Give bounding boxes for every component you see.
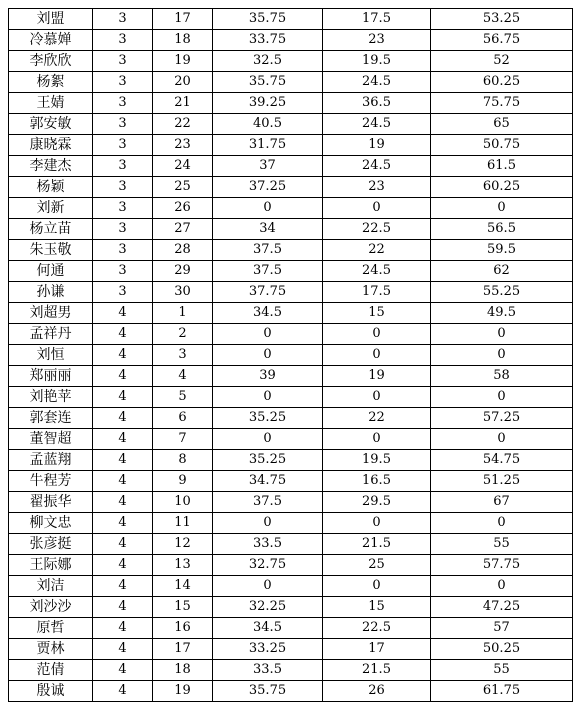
class-cell: 4 — [93, 597, 153, 618]
total-score-cell: 0 — [431, 429, 573, 450]
table-row — [9, 324, 573, 345]
score-a-cell: 32.75 — [213, 555, 323, 576]
seat-number-cell: 11 — [153, 513, 213, 534]
seat-number-cell: 1 — [153, 303, 213, 324]
student-name-cell: 刘盟 — [9, 9, 93, 30]
table-row — [9, 681, 573, 702]
student-name-cell: 冷慕婵 — [9, 30, 93, 51]
class-cell: 3 — [93, 93, 153, 114]
class-cell: 4 — [93, 471, 153, 492]
seat-number-cell: 19 — [153, 51, 213, 72]
seat-number-cell: 5 — [153, 387, 213, 408]
score-b-cell: 22 — [323, 240, 431, 261]
total-score-cell: 49.5 — [431, 303, 573, 324]
score-a-cell: 31.75 — [213, 135, 323, 156]
score-b-cell: 24.5 — [323, 261, 431, 282]
total-score-cell: 56.75 — [431, 30, 573, 51]
seat-number-cell: 10 — [153, 492, 213, 513]
total-score-cell: 0 — [431, 576, 573, 597]
seat-number-cell: 3 — [153, 345, 213, 366]
class-cell: 3 — [93, 240, 153, 261]
student-name-cell: 王婧 — [9, 93, 93, 114]
student-name-cell: 杨立苗 — [9, 219, 93, 240]
score-b-cell: 0 — [323, 576, 431, 597]
table-row — [9, 114, 573, 135]
seat-number-cell: 18 — [153, 660, 213, 681]
score-b-cell: 0 — [323, 198, 431, 219]
class-cell: 4 — [93, 345, 153, 366]
score-b-cell: 0 — [323, 513, 431, 534]
score-b-cell: 23 — [323, 177, 431, 198]
total-score-cell: 57 — [431, 618, 573, 639]
class-cell: 3 — [93, 51, 153, 72]
score-a-cell: 37.5 — [213, 492, 323, 513]
score-b-cell: 0 — [323, 324, 431, 345]
score-a-cell: 35.75 — [213, 9, 323, 30]
seat-number-cell: 24 — [153, 156, 213, 177]
score-b-cell: 23 — [323, 30, 431, 51]
score-a-cell: 35.25 — [213, 450, 323, 471]
seat-number-cell: 6 — [153, 408, 213, 429]
total-score-cell: 59.5 — [431, 240, 573, 261]
total-score-cell: 57.75 — [431, 555, 573, 576]
table-row — [9, 177, 573, 198]
score-b-cell: 0 — [323, 387, 431, 408]
score-b-cell: 19.5 — [323, 450, 431, 471]
table-row — [9, 51, 573, 72]
student-name-cell: 刘洁 — [9, 576, 93, 597]
score-a-cell: 0 — [213, 576, 323, 597]
total-score-cell: 65 — [431, 114, 573, 135]
seat-number-cell: 22 — [153, 114, 213, 135]
score-a-cell: 34.5 — [213, 303, 323, 324]
score-b-cell: 21.5 — [323, 534, 431, 555]
score-b-cell: 22.5 — [323, 219, 431, 240]
class-cell: 4 — [93, 639, 153, 660]
seat-number-cell: 12 — [153, 534, 213, 555]
score-b-cell: 36.5 — [323, 93, 431, 114]
total-score-cell: 60.25 — [431, 72, 573, 93]
student-name-cell: 孟祥丹 — [9, 324, 93, 345]
class-cell: 4 — [93, 387, 153, 408]
score-b-cell: 29.5 — [323, 492, 431, 513]
seat-number-cell: 2 — [153, 324, 213, 345]
student-name-cell: 李欣欣 — [9, 51, 93, 72]
score-b-cell: 0 — [323, 345, 431, 366]
score-b-cell: 25 — [323, 555, 431, 576]
seat-number-cell: 28 — [153, 240, 213, 261]
total-score-cell: 51.25 — [431, 471, 573, 492]
student-name-cell: 孙谦 — [9, 282, 93, 303]
total-score-cell: 57.25 — [431, 408, 573, 429]
student-name-cell: 殷诚 — [9, 681, 93, 702]
score-a-cell: 0 — [213, 429, 323, 450]
score-a-cell: 39.25 — [213, 93, 323, 114]
student-name-cell: 柳文忠 — [9, 513, 93, 534]
score-b-cell: 24.5 — [323, 156, 431, 177]
class-cell: 4 — [93, 429, 153, 450]
student-name-cell: 刘超男 — [9, 303, 93, 324]
table-row — [9, 261, 573, 282]
class-cell: 3 — [93, 282, 153, 303]
score-a-cell: 37.25 — [213, 177, 323, 198]
table-row — [9, 135, 573, 156]
score-a-cell: 37.5 — [213, 240, 323, 261]
table-row — [9, 492, 573, 513]
table-row — [9, 450, 573, 471]
student-name-cell: 孟蓝翔 — [9, 450, 93, 471]
student-name-cell: 刘新 — [9, 198, 93, 219]
class-cell: 4 — [93, 576, 153, 597]
score-a-cell: 35.75 — [213, 681, 323, 702]
class-cell: 4 — [93, 324, 153, 345]
class-cell: 3 — [93, 219, 153, 240]
seat-number-cell: 15 — [153, 597, 213, 618]
seat-number-cell: 13 — [153, 555, 213, 576]
class-cell: 4 — [93, 450, 153, 471]
class-cell: 4 — [93, 555, 153, 576]
table-row — [9, 429, 573, 450]
score-a-cell: 37.5 — [213, 261, 323, 282]
student-name-cell: 康晓霖 — [9, 135, 93, 156]
score-a-cell: 0 — [213, 345, 323, 366]
seat-number-cell: 9 — [153, 471, 213, 492]
class-cell: 3 — [93, 261, 153, 282]
score-b-cell: 15 — [323, 303, 431, 324]
table-row — [9, 597, 573, 618]
student-name-cell: 朱玉敬 — [9, 240, 93, 261]
class-cell: 3 — [93, 114, 153, 135]
score-a-cell: 37 — [213, 156, 323, 177]
total-score-cell: 55.25 — [431, 282, 573, 303]
student-name-cell: 翟振华 — [9, 492, 93, 513]
seat-number-cell: 17 — [153, 9, 213, 30]
student-name-cell: 何通 — [9, 261, 93, 282]
student-name-cell: 牛程芳 — [9, 471, 93, 492]
class-cell: 4 — [93, 618, 153, 639]
student-name-cell: 李建杰 — [9, 156, 93, 177]
seat-number-cell: 29 — [153, 261, 213, 282]
total-score-cell: 75.75 — [431, 93, 573, 114]
table-row — [9, 387, 573, 408]
total-score-cell: 0 — [431, 345, 573, 366]
student-name-cell: 杨絮 — [9, 72, 93, 93]
total-score-cell: 61.5 — [431, 156, 573, 177]
total-score-cell: 53.25 — [431, 9, 573, 30]
score-a-cell: 40.5 — [213, 114, 323, 135]
student-name-cell: 董智超 — [9, 429, 93, 450]
score-a-cell: 0 — [213, 387, 323, 408]
total-score-cell: 0 — [431, 198, 573, 219]
total-score-cell: 0 — [431, 324, 573, 345]
table-row — [9, 408, 573, 429]
seat-number-cell: 21 — [153, 93, 213, 114]
score-a-cell: 0 — [213, 198, 323, 219]
student-name-cell: 刘恒 — [9, 345, 93, 366]
score-a-cell: 37.75 — [213, 282, 323, 303]
total-score-cell: 55 — [431, 534, 573, 555]
table-row — [9, 576, 573, 597]
student-name-cell: 贾林 — [9, 639, 93, 660]
score-a-cell: 32.25 — [213, 597, 323, 618]
seat-number-cell: 23 — [153, 135, 213, 156]
score-table — [8, 8, 573, 702]
student-name-cell: 原哲 — [9, 618, 93, 639]
class-cell: 3 — [93, 177, 153, 198]
seat-number-cell: 30 — [153, 282, 213, 303]
seat-number-cell: 25 — [153, 177, 213, 198]
score-b-cell: 15 — [323, 597, 431, 618]
student-name-cell: 郭套连 — [9, 408, 93, 429]
table-row — [9, 513, 573, 534]
total-score-cell: 61.75 — [431, 681, 573, 702]
score-b-cell: 24.5 — [323, 72, 431, 93]
total-score-cell: 0 — [431, 513, 573, 534]
table-row — [9, 72, 573, 93]
seat-number-cell: 14 — [153, 576, 213, 597]
total-score-cell: 54.75 — [431, 450, 573, 471]
table-row — [9, 156, 573, 177]
seat-number-cell: 17 — [153, 639, 213, 660]
score-a-cell: 35.75 — [213, 72, 323, 93]
class-cell: 4 — [93, 660, 153, 681]
score-a-cell: 0 — [213, 324, 323, 345]
table-row — [9, 240, 573, 261]
score-a-cell: 33.75 — [213, 30, 323, 51]
table-row — [9, 198, 573, 219]
table-row — [9, 9, 573, 30]
class-cell: 4 — [93, 492, 153, 513]
class-cell: 4 — [93, 366, 153, 387]
score-table-body — [9, 9, 573, 702]
student-name-cell: 刘艳苹 — [9, 387, 93, 408]
score-b-cell: 0 — [323, 429, 431, 450]
score-b-cell: 19.5 — [323, 51, 431, 72]
total-score-cell: 50.75 — [431, 135, 573, 156]
seat-number-cell: 19 — [153, 681, 213, 702]
student-name-cell: 张彦挺 — [9, 534, 93, 555]
score-a-cell: 35.25 — [213, 408, 323, 429]
class-cell: 3 — [93, 156, 153, 177]
score-a-cell: 33.25 — [213, 639, 323, 660]
seat-number-cell: 18 — [153, 30, 213, 51]
student-name-cell: 刘沙沙 — [9, 597, 93, 618]
score-b-cell: 19 — [323, 366, 431, 387]
class-cell: 3 — [93, 72, 153, 93]
student-name-cell: 郭安敏 — [9, 114, 93, 135]
score-b-cell: 21.5 — [323, 660, 431, 681]
score-a-cell: 32.5 — [213, 51, 323, 72]
seat-number-cell: 26 — [153, 198, 213, 219]
table-row — [9, 366, 573, 387]
table-row — [9, 345, 573, 366]
class-cell: 4 — [93, 534, 153, 555]
table-row — [9, 219, 573, 240]
table-row — [9, 555, 573, 576]
score-b-cell: 16.5 — [323, 471, 431, 492]
class-cell: 3 — [93, 30, 153, 51]
table-row — [9, 618, 573, 639]
seat-number-cell: 27 — [153, 219, 213, 240]
score-a-cell: 0 — [213, 513, 323, 534]
seat-number-cell: 8 — [153, 450, 213, 471]
table-row — [9, 534, 573, 555]
score-b-cell: 17.5 — [323, 282, 431, 303]
table-row — [9, 30, 573, 51]
seat-number-cell: 20 — [153, 72, 213, 93]
table-row — [9, 93, 573, 114]
score-a-cell: 39 — [213, 366, 323, 387]
class-cell: 4 — [93, 513, 153, 534]
table-row — [9, 660, 573, 681]
total-score-cell: 0 — [431, 387, 573, 408]
class-cell: 4 — [93, 681, 153, 702]
table-row — [9, 639, 573, 660]
student-name-cell: 范倩 — [9, 660, 93, 681]
total-score-cell: 47.25 — [431, 597, 573, 618]
total-score-cell: 60.25 — [431, 177, 573, 198]
score-b-cell: 17 — [323, 639, 431, 660]
score-a-cell: 34 — [213, 219, 323, 240]
total-score-cell: 62 — [431, 261, 573, 282]
score-a-cell: 33.5 — [213, 534, 323, 555]
total-score-cell: 55 — [431, 660, 573, 681]
score-b-cell: 24.5 — [323, 114, 431, 135]
total-score-cell: 67 — [431, 492, 573, 513]
score-b-cell: 22.5 — [323, 618, 431, 639]
total-score-cell: 56.5 — [431, 219, 573, 240]
score-b-cell: 19 — [323, 135, 431, 156]
score-a-cell: 33.5 — [213, 660, 323, 681]
student-name-cell: 郑丽丽 — [9, 366, 93, 387]
score-b-cell: 22 — [323, 408, 431, 429]
student-name-cell: 杨颖 — [9, 177, 93, 198]
table-row — [9, 471, 573, 492]
score-b-cell: 26 — [323, 681, 431, 702]
class-cell: 4 — [93, 408, 153, 429]
student-name-cell: 王际娜 — [9, 555, 93, 576]
total-score-cell: 58 — [431, 366, 573, 387]
seat-number-cell: 7 — [153, 429, 213, 450]
score-a-cell: 34.75 — [213, 471, 323, 492]
seat-number-cell: 4 — [153, 366, 213, 387]
table-row — [9, 282, 573, 303]
table-row — [9, 303, 573, 324]
class-cell: 4 — [93, 303, 153, 324]
seat-number-cell: 16 — [153, 618, 213, 639]
score-b-cell: 17.5 — [323, 9, 431, 30]
class-cell: 3 — [93, 135, 153, 156]
score-a-cell: 34.5 — [213, 618, 323, 639]
class-cell: 3 — [93, 9, 153, 30]
total-score-cell: 52 — [431, 51, 573, 72]
total-score-cell: 50.25 — [431, 639, 573, 660]
class-cell: 3 — [93, 198, 153, 219]
